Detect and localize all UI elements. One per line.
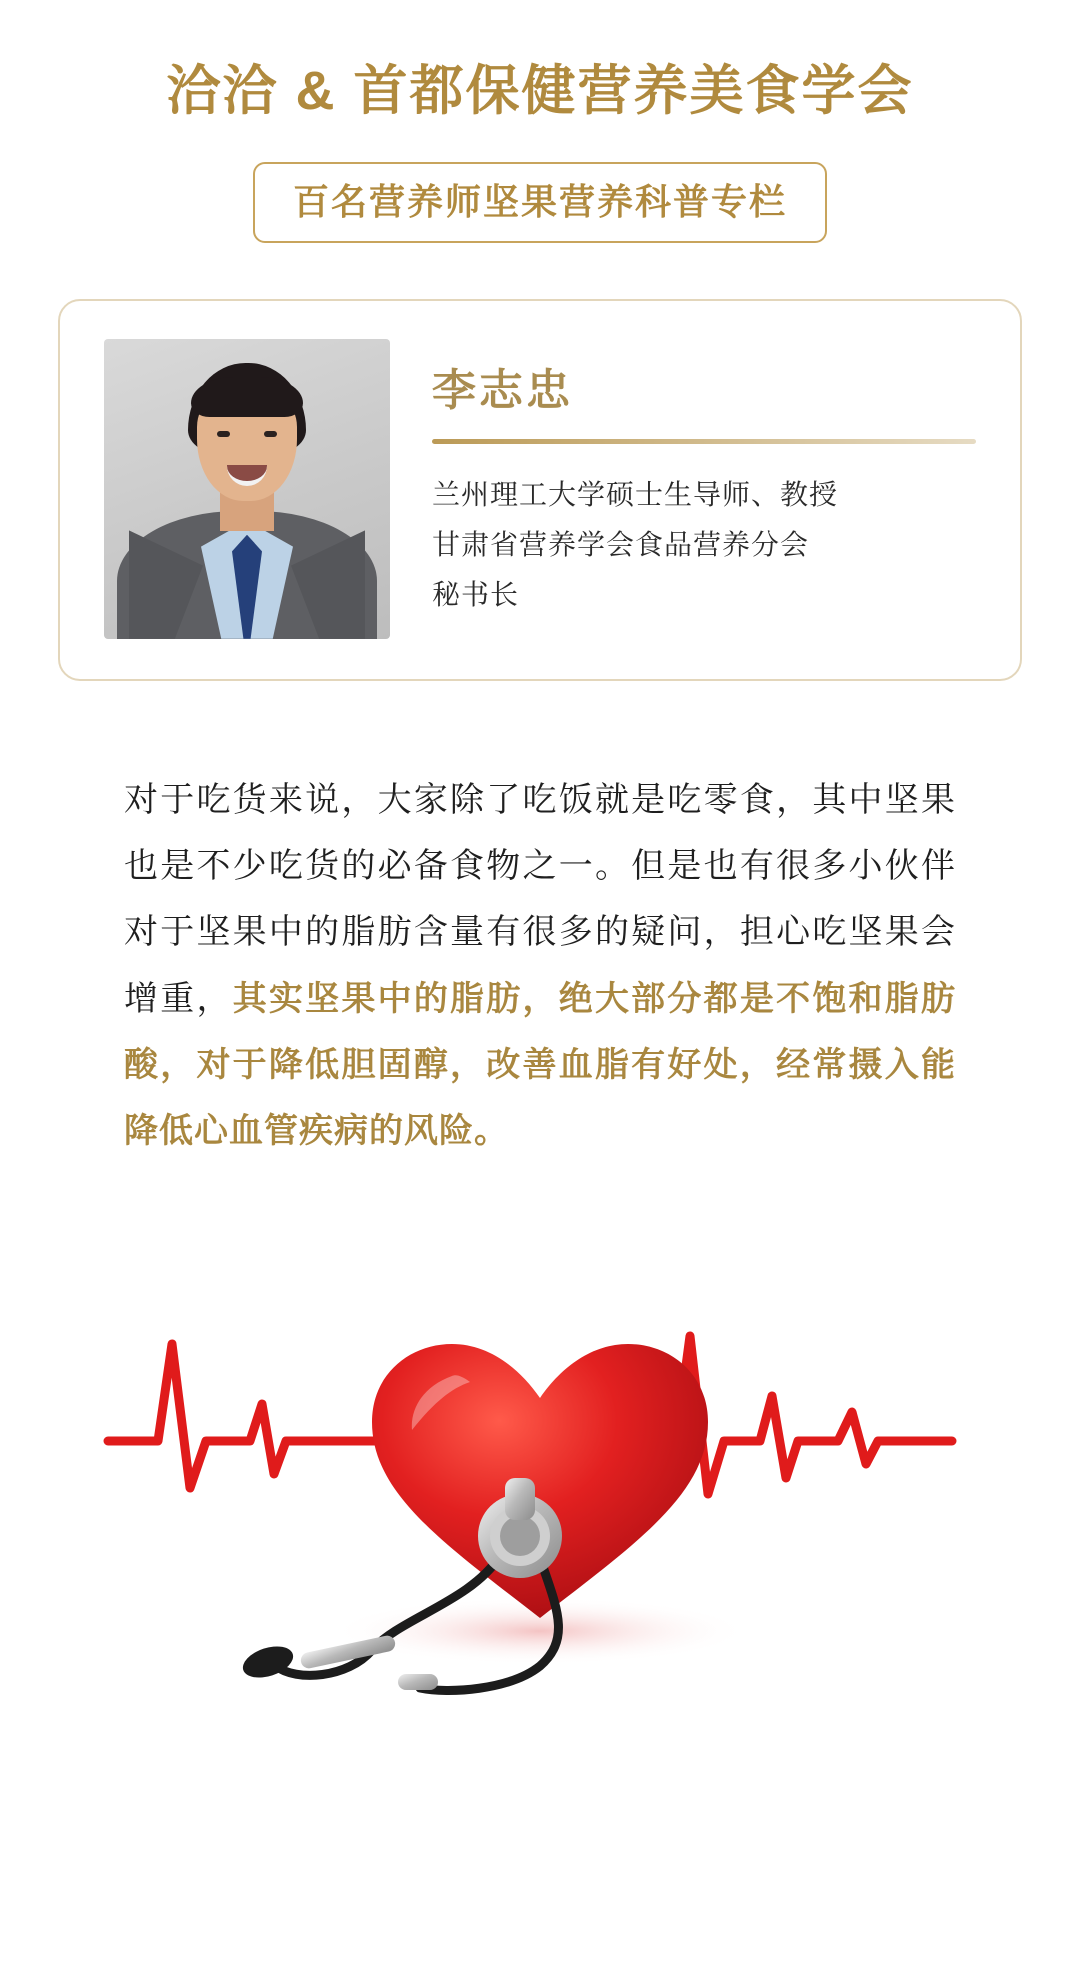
page-title: 洽洽 & 首都保健营养美食学会: [166, 61, 914, 121]
expert-name: 李志忠: [432, 365, 573, 415]
illustration-svg: [0, 1226, 1080, 1696]
expert-title-line: 兰州理工大学硕士生导师、教授: [432, 479, 839, 511]
column-subtitle-badge: 百名营养师坚果营养科普专栏: [253, 162, 827, 243]
expert-title-line: 秘书长: [432, 579, 520, 611]
heart-ecg-stethoscope-illustration: [0, 1226, 1080, 1696]
subtitle-wrapper: [0, 162, 1080, 243]
gold-divider: [432, 439, 976, 444]
expert-title-line: 甘肃省营养学会食品营养分会: [432, 529, 810, 561]
portrait-eye-left-shape: [217, 431, 230, 437]
portrait-fringe-shape: [191, 377, 303, 417]
expert-card: [58, 299, 1022, 681]
article-text-highlight: 其实坚果中的脂肪，绝大部分都是不饱和脂肪酸，对于降低胆固醇，改善血脂有好处，经常摄入能降低心血管疾病的风险。: [124, 979, 957, 1151]
portrait-eye-right-shape: [264, 431, 277, 437]
article-text-normal: 对于吃货来说，大家除了吃饭就是吃零食，其中坚果也是不少吃货的必备食物之一。但是也有很多小伙伴对于坚果中的脂肪含量有很多的疑问，担心吃坚果会增重，: [124, 780, 956, 1018]
header: [0, 0, 1080, 243]
expert-card-body: [390, 339, 976, 620]
expert-titles: [432, 470, 976, 619]
heart-shape: [372, 1344, 708, 1618]
article-paragraph: [124, 767, 956, 1165]
expert-portrait-photo: [104, 339, 390, 639]
